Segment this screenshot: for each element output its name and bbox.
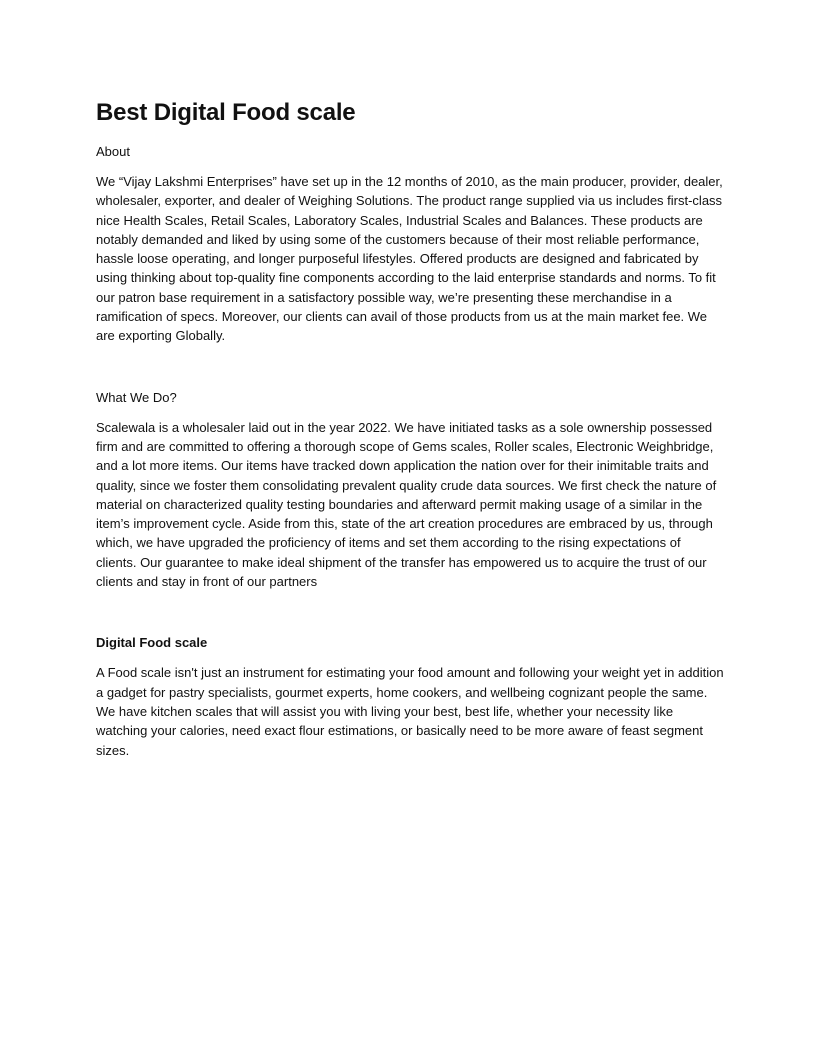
document-page — [96, 98, 724, 760]
spacer — [96, 128, 724, 142]
about-heading: About — [96, 144, 130, 159]
what-we-do-paragraph: Scalewala is a wholesaler laid out in the year 2022. We have initiated tasks as a sole ownership possessed firm and are committed to offering a thorough scope of Gems scales, Roller scales, Electronic Weighbridge, and a lot more items. Our items have tracked down application the nation over for their inimitable traits and quality, since we foster them consolidating prevalent quality crude data sources. We first check the nature of material on characterized quality testing boundaries and afterward permit making usage of a similar in the item’s improvement cycle. Aside from this, state of the art creation procedures are embraced by us, through which, we have upgraded the proficiency of items and set them according to the rising expectations of clients. Our guarantee to make ideal shipment of the transfer has empowered us to acquire the trust of our clients and stay in front of our partners — [96, 419, 717, 590]
page-title: Best Digital Food scale — [96, 99, 356, 126]
spacer — [96, 161, 724, 172]
what-we-do-section — [96, 388, 724, 592]
spacer — [96, 652, 724, 663]
what-we-do-heading: What We Do? — [96, 389, 177, 405]
about-section — [96, 142, 724, 346]
digital-food-scale-section — [96, 633, 724, 759]
digital-food-scale-heading: Digital Food scale — [96, 635, 208, 651]
spacer — [96, 407, 724, 418]
spacer — [96, 591, 724, 633]
spacer — [96, 346, 724, 388]
about-paragraph: We “Vijay Lakshmi Enterprises” have set up in the 12 months of 2010, as the main producer, provider, dealer, wholesaler, exporter, and dealer of Weighing Solutions. The product range supplied via us includes first-class nice Health Scales, Retail Scales, Laboratory Scales, Industrial Scales and Balances. These products are notably demanded and liked by using some of the customers because of their most reliable performance, hassle loose operating, and longer purposeful lifestyles. Offered products are designed and fabricated by using thinking about top-quality fine components according to the laid enterprise standards and norms. To fit our patron base requirement in a satisfactory possible way, we’re presenting these merchandise in a ramification of specs. Moreover, our clients can avail of those products from us at the main market fee. We are exporting Globally. — [96, 174, 723, 344]
digital-food-scale-paragraph: A Food scale isn't just an instrument for estimating your food amount and following your weight yet in addition a gadget for pastry specialists, gourmet experts, home cookers, and wellbeing cognizant people the same. We have kitchen scales that will assist you with living your best, best life, whether your necessity like watching your calories, need exact flour estimations, or basically need to be more aware of feast segment sizes. — [96, 665, 724, 758]
